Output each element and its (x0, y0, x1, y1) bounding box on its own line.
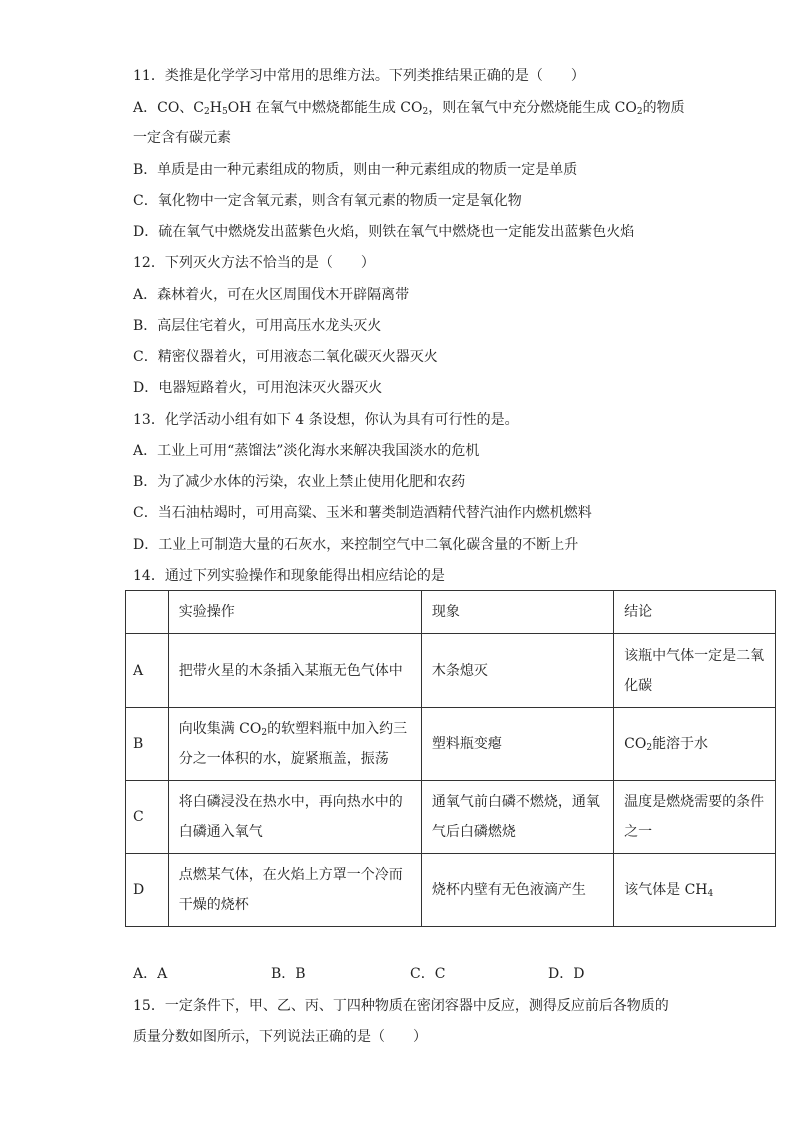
q12-option-c: C．精密仪器着火，可用液态二氧化碳灭火器灭火 (133, 349, 438, 365)
q11-option-b: B．单质是由一种元素组成的物质，则由一种元素组成的物质一定是单质 (133, 162, 578, 178)
q14-option-c: C．C (410, 966, 446, 982)
q11-stem: 11．类推是化学学习中常用的思维方法。下列类推结果正确的是（ ） (133, 68, 585, 84)
q13-option-a: A．工业上可用“蒸馏法”淡化海水来解决我国淡水的危机 (133, 443, 480, 459)
q13-option-b: B．为了减少水体的污染，农业上禁止使用化肥和农药 (133, 474, 466, 490)
table-row (126, 781, 776, 854)
q11-option-a: A．CO、$C_2H_5OH$ 在氧气中燃烧都能生成 $CO_2$，则在氧气中充分燃烧能生成 $CO_2$的物质 (133, 100, 685, 117)
row-label: C (126, 781, 169, 854)
row-operation: 将白磷浸没在热水中，再向热水中的白磷通入氧气 (168, 781, 421, 854)
table-row (126, 634, 776, 708)
row-phenomenon: 塑料瓶变瘪 (421, 708, 613, 781)
table-header-cell: 结论 (614, 591, 776, 634)
row-conclusion: 该瓶中气体一定是二氧化碳 (614, 634, 776, 708)
row-operation: 向收集满 $CO_2$的软塑料瓶中加入约三分之一体积的水，旋紧瓶盖，振荡 (168, 708, 421, 781)
q12-option-b: B．高层住宅着火，可用高压水龙头灭火 (133, 318, 382, 334)
q14-option-d: D．D (548, 966, 585, 982)
q12-stem: 12．下列灭火方法不恰当的是（ ） (133, 255, 375, 271)
row-conclusion: 该气体是 $CH_4$ (614, 854, 776, 927)
row-phenomenon: 木条熄灭 (421, 634, 613, 708)
q13-stem: 13．化学活动小组有如下 4 条设想，你认为具有可行性的是。 (133, 412, 519, 428)
q11-option-a-cont: 一定含有碳元素 (133, 130, 231, 146)
q12-option-d: D．电器短路着火，可用泡沫灭火器灭火 (133, 380, 383, 396)
row-phenomenon: 烧杯内壁有无色液滴产生 (421, 854, 613, 927)
q14-option-a: A．A (133, 966, 168, 982)
row-label: A (126, 634, 169, 708)
q13-option-c: C．当石油枯竭时，可用高粱、玉米和薯类制造酒精代替汽油作内燃机燃料 (133, 505, 592, 521)
q12-option-a: A．森林着火，可在火区周围伐木开辟隔离带 (133, 287, 410, 303)
q15-stem-cont: 质量分数如图所示，下列说法正确的是（ ） (133, 1029, 427, 1045)
q11-option-d: D．硫在氧气中燃烧发出蓝紫色火焰，则铁在氧气中燃烧也一定能发出蓝紫色火焰 (133, 224, 635, 240)
q14-option-b: B．B (271, 966, 306, 982)
experiment-table (125, 590, 776, 927)
row-conclusion: 温度是燃烧需要的条件之一 (614, 781, 776, 854)
row-operation: 点燃某气体，在火焰上方罩一个冷而干燥的烧杯 (168, 854, 421, 927)
row-conclusion: $CO_2$能溶于水 (614, 708, 776, 781)
row-phenomenon: 通氧气前白磷不燃烧，通氧气后白磷燃烧 (421, 781, 613, 854)
table-header-cell: 实验操作 (168, 591, 421, 634)
row-label: D (126, 854, 169, 927)
q15-stem: 15．一定条件下，甲、乙、丙、丁四种物质在密闭容器中反应，测得反应前后各物质的 (133, 998, 669, 1014)
q13-option-d: D．工业上可制造大量的石灰水，来控制空气中二氧化碳含量的不断上升 (133, 537, 579, 553)
q14-stem: 14．通过下列实验操作和现象能得出相应结论的是 (133, 568, 445, 584)
row-operation: 把带火星的木条插入某瓶无色气体中 (168, 634, 421, 708)
q11-option-c: C．氧化物中一定含氧元素，则含有氧元素的物质一定是氧化物 (133, 193, 522, 209)
table-header-cell: 现象 (421, 591, 613, 634)
table-header-row (126, 591, 776, 634)
row-label: B (126, 708, 169, 781)
table-header-cell (126, 591, 169, 634)
table-row (126, 708, 776, 781)
table-row (126, 854, 776, 927)
